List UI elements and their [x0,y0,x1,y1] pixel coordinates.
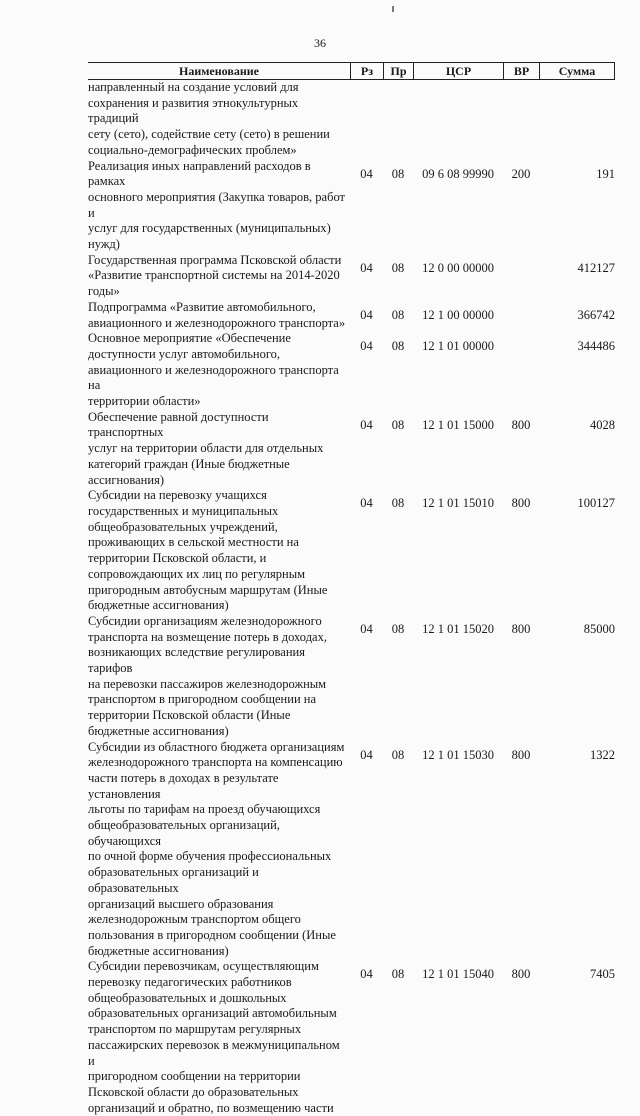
table-row [88,410,615,489]
row-name-line: Субсидии на перевозку учащихся [88,488,267,503]
row-csr: 09 6 08 99990 [422,166,494,181]
table-row [88,159,615,253]
row-name-line: пригородным автобусным маршрутам (Иные [88,582,328,597]
row-name [88,740,350,960]
row-name-line: направленный на создание условий для [88,80,299,94]
row-vr: 800 [511,417,531,432]
row-name-line: нужд) [88,237,120,252]
row-csr: 12 1 01 15030 [422,747,494,762]
row-sum: 85000 [583,621,615,636]
row-sum: 4028 [590,417,615,432]
row-sum: 366742 [577,307,615,322]
row-name [88,159,350,253]
row-name-line: услуг на территории области для отдельных [88,441,324,456]
row-name-line: категорий граждан (Иные бюджетные [88,456,290,471]
table-row [88,80,615,159]
row-name-line: Реализация иных направлений расходов в рамках [88,158,311,189]
row-name-line: образовательных организаций автомобильным [88,1006,337,1021]
row-name-line: общеобразовательных учреждений, [88,519,278,534]
row-name-line: организаций и обратно, по возмещению части [88,1100,334,1115]
row-sum: 191 [596,166,615,181]
row-name [88,410,350,489]
row-sum: 1322 [590,747,615,762]
row-vr: 200 [511,166,531,181]
table-row [88,488,615,614]
row-pr: 08 [391,260,405,275]
scan-artifact [392,6,394,12]
row-pr [383,80,413,159]
row-name [88,959,350,1116]
row-vr [503,80,539,159]
table-header [88,62,615,80]
page-number: 36 [314,36,326,50]
table-body [88,80,615,1116]
header-rz: Рз [350,63,383,79]
row-name-line: социально-демографических проблем» [88,142,297,157]
row-pr: 08 [391,967,405,982]
row-name-line: на перевозки пассажиров железнодорожным [88,676,327,691]
row-name-line: пользования в пригородном сообщении (Иные [88,927,336,942]
row-name-line: по очной форме обучения профессиональных [88,849,332,864]
row-rz: 04 [360,417,373,432]
row-name-line: ассигнования) [88,472,164,487]
table-row [88,300,615,331]
header-name: Наименование [179,64,259,78]
row-name-line: Обеспечение равной доступности транспортных [88,409,269,440]
row-name-line: бюджетные ассигнования) [88,943,229,958]
row-name-line: сопровождающих их лиц по регулярным [88,566,306,581]
row-name-line: территории области» [88,394,201,409]
row-pr: 08 [391,307,405,322]
row-name-line: основного мероприятия (Закупка товаров, работ и [88,189,346,220]
row-rz: 04 [360,967,373,982]
row-rz: 04 [360,307,373,322]
row-sum: 344486 [577,339,615,354]
row-name-line: авиационного и железнодорожного транспорта» [88,315,346,330]
row-vr [503,331,539,410]
row-name-line: транспортом по маршрутам регулярных [88,1022,302,1037]
row-vr: 800 [511,747,531,762]
row-rz: 04 [360,621,373,636]
row-vr: 800 [511,967,531,982]
row-name-line: проживающих в сельской местности на [88,535,299,550]
row-name [88,614,350,740]
row-name-line: Государственная программа Псковской области [88,252,342,267]
row-name-line: доступности услуг автомобильного, [88,346,281,361]
row-rz: 04 [360,496,373,511]
table-row [88,331,615,410]
row-sum: 412127 [577,260,615,275]
row-pr: 08 [391,747,405,762]
table-row [88,614,615,740]
row-sum: 100127 [577,496,615,511]
row-name-line: транспортом в пригородном сообщении на [88,692,316,707]
budget-table [88,62,615,1116]
row-name-line: сету (сето), содействие сету (сето) в решении [88,127,330,142]
row-name-line: авиационного и железнодорожного транспорта на [88,362,339,393]
row-name-line: сохранения и развития этнокультурных традиций [88,95,299,126]
row-name-line: государственных и муниципальных [88,503,279,518]
row-pr: 08 [391,339,405,354]
row-pr: 08 [391,621,405,636]
row-name-line: годы» [88,284,120,299]
row-name-line: льготы по тарифам на проезд обучающихся [88,802,321,817]
row-name-line: Субсидии организациям железнодорожного [88,613,322,628]
row-rz: 04 [360,166,373,181]
row-name-line: территории Псковской области (Иные [88,708,291,723]
row-name-line: пригородном сообщении на территории [88,1069,301,1084]
row-name-line: пассажирских перевозок в межмуниципальном и [88,1037,340,1068]
row-csr: 12 1 01 00000 [422,339,494,354]
row-rz [350,80,383,159]
row-name-line: Основное мероприятие «Обеспечение [88,331,291,346]
row-name-line: организаций высшего образования [88,896,274,911]
row-name [88,300,350,331]
row-csr: 12 1 01 15010 [422,496,494,511]
header-sum: Сумма [539,63,615,79]
row-name-line: возникающих вследствие регулирования тарифов [88,645,305,676]
row-vr: 800 [511,496,531,511]
row-name-line: перевозку педагогических работников [88,975,292,990]
row-name [88,80,350,159]
row-name-line: услуг для государственных (муниципальных) [88,221,331,236]
row-name-line: транспорта на возмещение потерь в доходах, [88,629,327,644]
row-name-line: железнодорожного транспорта на компенсацию [88,755,343,770]
row-rz: 04 [360,747,373,762]
row-vr [503,300,539,331]
row-pr: 08 [391,417,405,432]
row-csr: 12 1 01 15020 [422,621,494,636]
table-row [88,253,615,300]
row-name-line: Субсидии перевозчикам, осуществляющим [88,959,319,974]
row-sum: 7405 [590,967,615,982]
table-row [88,959,615,1116]
row-name-line: образовательных организаций и образовательных [88,865,259,895]
row-csr: 12 1 01 15040 [422,967,494,982]
row-rz: 04 [360,339,373,354]
row-name-line: общеобразовательных и дошкольных [88,990,287,1005]
row-name [88,488,350,614]
row-csr: 12 0 00 00000 [422,260,494,275]
row-name-line: Псковской области до образовательных [88,1085,299,1099]
header-csr: ЦСР [413,63,503,79]
header-vr: ВР [503,63,539,79]
row-name-line: бюджетные ассигнования) [88,723,229,738]
row-rz: 04 [360,260,373,275]
row-name-line: «Развитие транспортной системы на 2014-2020 [88,268,340,283]
row-pr: 08 [391,166,405,181]
row-vr: 800 [511,621,531,636]
row-vr [503,253,539,300]
row-name-line: бюджетные ассигнования) [88,598,229,613]
row-name [88,331,350,410]
row-name-line: Субсидии из областного бюджета организациям [88,739,345,754]
row-csr: 12 1 01 15000 [422,417,494,432]
row-csr [413,80,503,159]
row-name-line: части потерь в доходах в результате установления [88,770,279,801]
row-pr: 08 [391,496,405,511]
row-csr: 12 1 00 00000 [422,307,494,322]
row-name-line: общеобразовательных организаций, обучающихся [88,818,280,848]
table-row [88,740,615,960]
row-name-line: территории Псковской области, и [88,551,267,566]
row-sum [539,80,615,159]
row-name-line: железнодорожным транспортом общего [88,912,301,927]
header-pr: Пр [383,63,413,79]
row-name-line: Подпрограмма «Развитие автомобильного, [88,299,316,314]
row-name [88,253,350,300]
